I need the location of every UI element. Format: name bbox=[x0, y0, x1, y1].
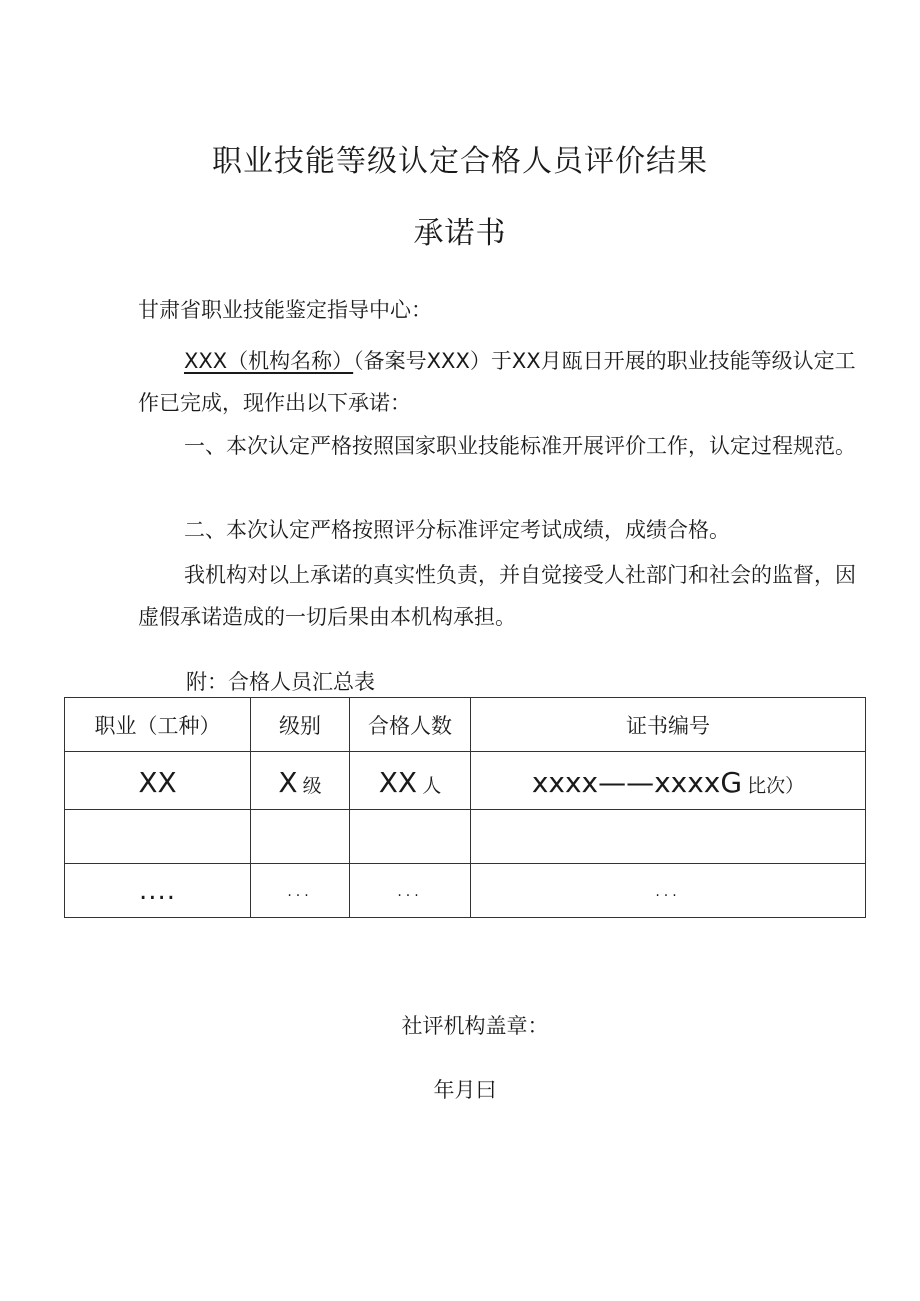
cell-certificate: xxxx——xxxxG 比次） bbox=[471, 752, 866, 810]
commitment-item-2: 二、本次认定严格按照评分标准评定考试成绩，成绩合格。 bbox=[184, 518, 730, 542]
commitment-item-1: 一、本次认定严格按照国家职业技能标准开展评价工作，认定过程规范。 bbox=[184, 434, 856, 458]
table-row bbox=[65, 752, 866, 810]
header-level: 级别 bbox=[251, 698, 350, 752]
cell-ellipsis: .... bbox=[65, 864, 251, 918]
attachment-label: 附：合格人员汇总表 bbox=[186, 670, 375, 694]
header-occupation: 职业（工种） bbox=[65, 698, 251, 752]
cell-ellipsis: ... bbox=[471, 864, 866, 918]
cell-empty bbox=[65, 810, 251, 864]
document-subtitle: 承诺书 bbox=[413, 216, 507, 251]
document-title: 职业技能等级认定合格人员评价结果 bbox=[212, 144, 708, 179]
cell-level: X 级 bbox=[251, 752, 350, 810]
date-label: 年月曰 bbox=[433, 1078, 497, 1102]
intro-paragraph bbox=[138, 340, 868, 424]
closing-paragraph: 我机构对以上承诺的真实性负责，并自觉接受人社部门和社会的监督，因虚假承诺造成的一切后果由本机构承担。 bbox=[138, 563, 856, 629]
cell-ellipsis: ... bbox=[350, 864, 471, 918]
summary-table bbox=[64, 697, 866, 918]
org-name-placeholder: XXX（机构名称） bbox=[184, 349, 354, 373]
table-row bbox=[65, 864, 866, 918]
cell-count: XX 人 bbox=[350, 752, 471, 810]
cell-ellipsis: ... bbox=[251, 864, 350, 918]
table-header-row bbox=[65, 698, 866, 752]
cell-empty bbox=[350, 810, 471, 864]
addressee: 甘肃省职业技能鉴定指导中心： bbox=[138, 298, 432, 322]
cell-empty bbox=[251, 810, 350, 864]
header-certificate: 证书编号 bbox=[471, 698, 866, 752]
header-count: 合格人数 bbox=[350, 698, 471, 752]
table-row bbox=[65, 810, 866, 864]
cell-empty bbox=[471, 810, 866, 864]
seal-label: 社评机构盖章： bbox=[401, 1014, 549, 1038]
cell-occupation: XX bbox=[65, 752, 251, 810]
intro-text: （备案号XXX）于XX月瓯日开展的职业技能等级认定工作已完成，现作出以下承诺： bbox=[138, 349, 856, 415]
